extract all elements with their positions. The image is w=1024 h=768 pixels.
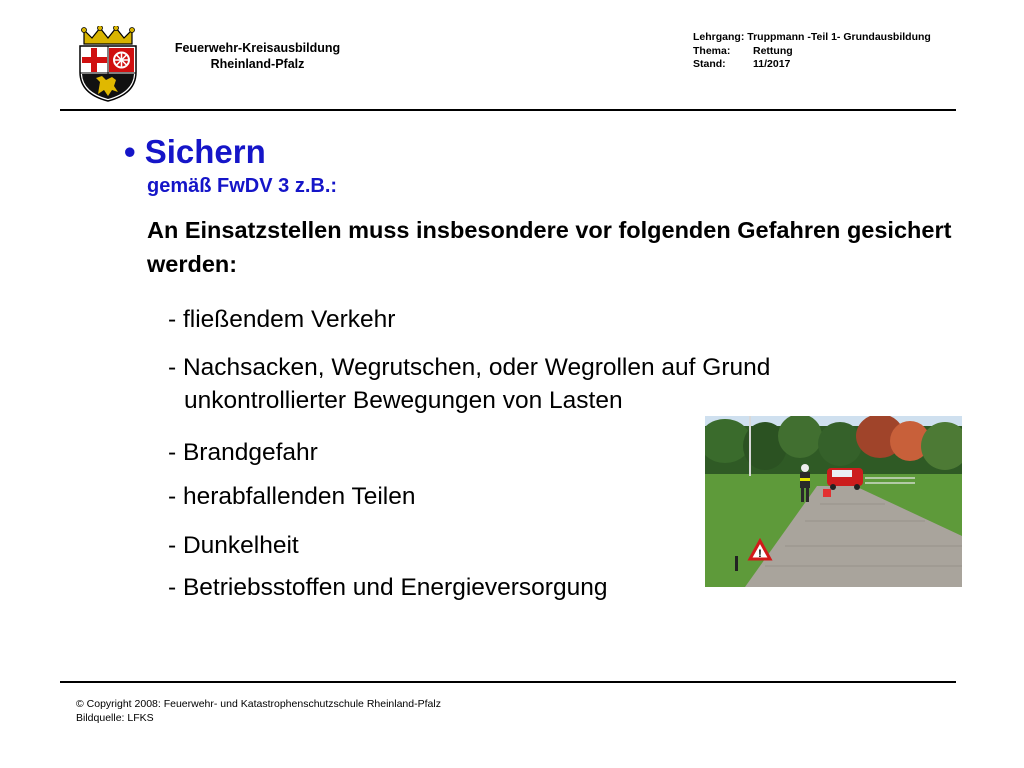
hazard-item-text: - Nachsacken, Wegrutschen, oder Wegrollen auf Grund — [168, 354, 771, 381]
copyright-text: © Copyright 2008: Feuerwehr- und Katastrophenschutzschule Rheinland-Pfalz — [76, 698, 441, 710]
organization-line-1: Feuerwehr-Kreisausbildung — [174, 41, 341, 55]
hazard-item — [168, 571, 607, 604]
meta-value: Truppmann -Teil 1- Grundausbildung — [747, 31, 931, 43]
hazard-item-text: - Dunkelheit — [168, 532, 299, 559]
svg-text:!: ! — [758, 548, 762, 560]
meta-row-status — [693, 58, 931, 72]
meta-value: 11/2017 — [753, 58, 791, 70]
hazard-item — [168, 303, 395, 336]
hazard-item-continuation: unkontrollierter Bewegungen von Lasten — [184, 387, 623, 414]
meta-key: Lehrgang: — [693, 31, 745, 43]
organization-line-2: Rheinland-Pfalz — [210, 57, 305, 71]
hazard-item — [168, 436, 318, 469]
footer — [76, 697, 441, 725]
hazard-item-text: - herabfallenden Teilen — [168, 483, 416, 510]
slide-title: • Sichern — [124, 133, 266, 170]
hazard-item-text: - Betriebsstoffen und Energieversorgung — [168, 574, 608, 601]
header-divider — [60, 109, 956, 111]
hazard-item — [168, 529, 299, 562]
meta-value: Rettung — [753, 44, 793, 57]
footer-divider — [60, 681, 956, 683]
course-meta — [693, 31, 931, 72]
coat-of-arms-icon — [76, 26, 140, 102]
meta-row-course — [693, 31, 931, 45]
meta-key: Stand: — [693, 58, 726, 70]
image-source-text: Bildquelle: LFKS — [76, 712, 154, 724]
slide-subtitle: gemäß FwDV 3 z.B.: — [147, 175, 338, 197]
meta-row-topic — [693, 45, 931, 59]
hazard-item — [168, 351, 770, 417]
meta-key: Thema: — [693, 44, 731, 57]
organization-name — [150, 40, 365, 72]
hazard-item-text: - Brandgefahr — [168, 439, 318, 466]
hazard-item — [168, 480, 415, 513]
incident-site-photo — [705, 416, 962, 587]
hazard-item-text: - fließendem Verkehr — [168, 306, 396, 333]
intro-text: An Einsatzstellen muss insbesondere vor folgenden Gefahren gesichert werden: — [147, 217, 952, 277]
